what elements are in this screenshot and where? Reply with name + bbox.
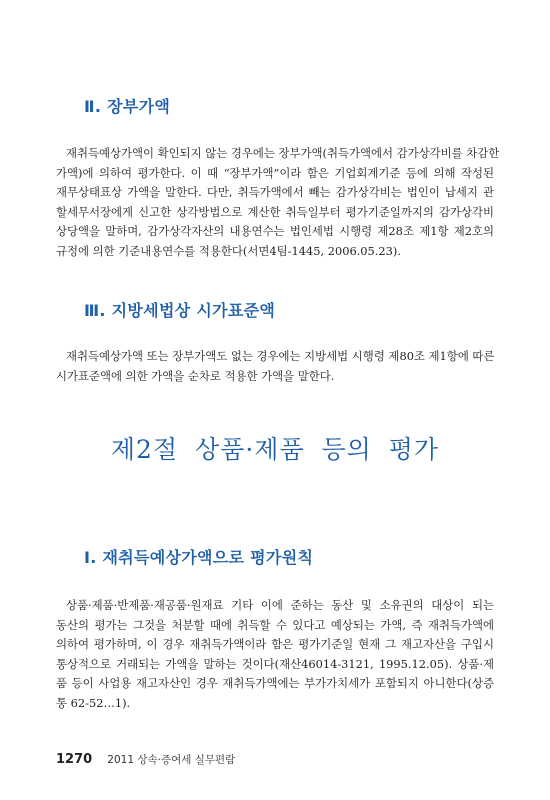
heading-reacquisition: Ⅰ. 재취득예상가액으로 평가원칙 xyxy=(84,548,314,567)
text-line: 재취득예상가액 또는 장부가액도 없는 경우에는 지방세법 시행령 제80조 제1항에 따른 xyxy=(66,349,495,363)
heading-book-value: Ⅱ. 장부가액 xyxy=(84,97,171,116)
text-line: 시가표준액에 의한 가액을 순차로 적용한 가액을 말한다. xyxy=(56,368,335,383)
text-line: 통 62-52…1). xyxy=(56,695,131,710)
paragraph-book-value xyxy=(56,144,500,262)
text-line: 할세무서장에게 신고한 상각방법으로 계산한 취득일부터 평가기준일까지의 감가상각비 xyxy=(56,204,494,219)
text-line: 의하여 평가하며, 이 경우 재취득가액이라 함은 평가기준일 현재 그 재고자산을 구입시 xyxy=(56,637,494,652)
page-number: 1270 xyxy=(56,752,93,767)
text-line: 재무상태표상 가액을 말한다. 다만, 취득가액에서 빼는 감가상각비는 법인이 납세지 관 xyxy=(56,185,494,200)
text-line: 동산의 평가는 그것을 처분할 때에 취득할 수 있다고 예상되는 가액, 즉 재취득가액에 xyxy=(56,617,494,632)
text-line: 품 등이 사업용 재고자산인 경우 재취득가액에는 부가가치세가 포함되지 아니한다(상증 xyxy=(56,676,494,691)
book-title: 2011 상속·증여세 실무편람 xyxy=(107,754,236,766)
chapter-title: 제2절 상품·제품 등의 평가 xyxy=(110,435,440,464)
paragraph-standard-price xyxy=(56,347,494,386)
text-line: 상품·제품·반제품·재공품·원재료 기타 이에 준하는 동산 및 소유권의 대상이 되는 xyxy=(66,598,494,612)
paragraph-reacquisition xyxy=(56,596,494,714)
text-line: 가액)에 의하여 평가한다. 이 때 “장부가액”이라 함은 기업회계기준 등에 의해 작성된 xyxy=(56,165,494,180)
text-line: 재취득예상가액이 확인되지 않는 경우에는 장부가액(취득가액에서 감가상각비를 차감한 xyxy=(66,146,500,160)
page-footer xyxy=(56,748,235,767)
text-line: 상당액을 말하며, 감가상각자산의 내용연수는 법인세법 시행령 제28조 제1항 제2호의 xyxy=(56,224,494,239)
heading-standard-price: Ⅲ. 지방세법상 시가표준액 xyxy=(84,301,276,320)
text-line: 통상적으로 거래되는 가액을 말하는 것이다(재산46014-3121, 1995.12.05). 상품·제 xyxy=(56,656,494,671)
text-line: 규정에 의한 기준내용연수를 적용한다(서면4팀-1445, 2006.05.23). xyxy=(56,243,401,258)
